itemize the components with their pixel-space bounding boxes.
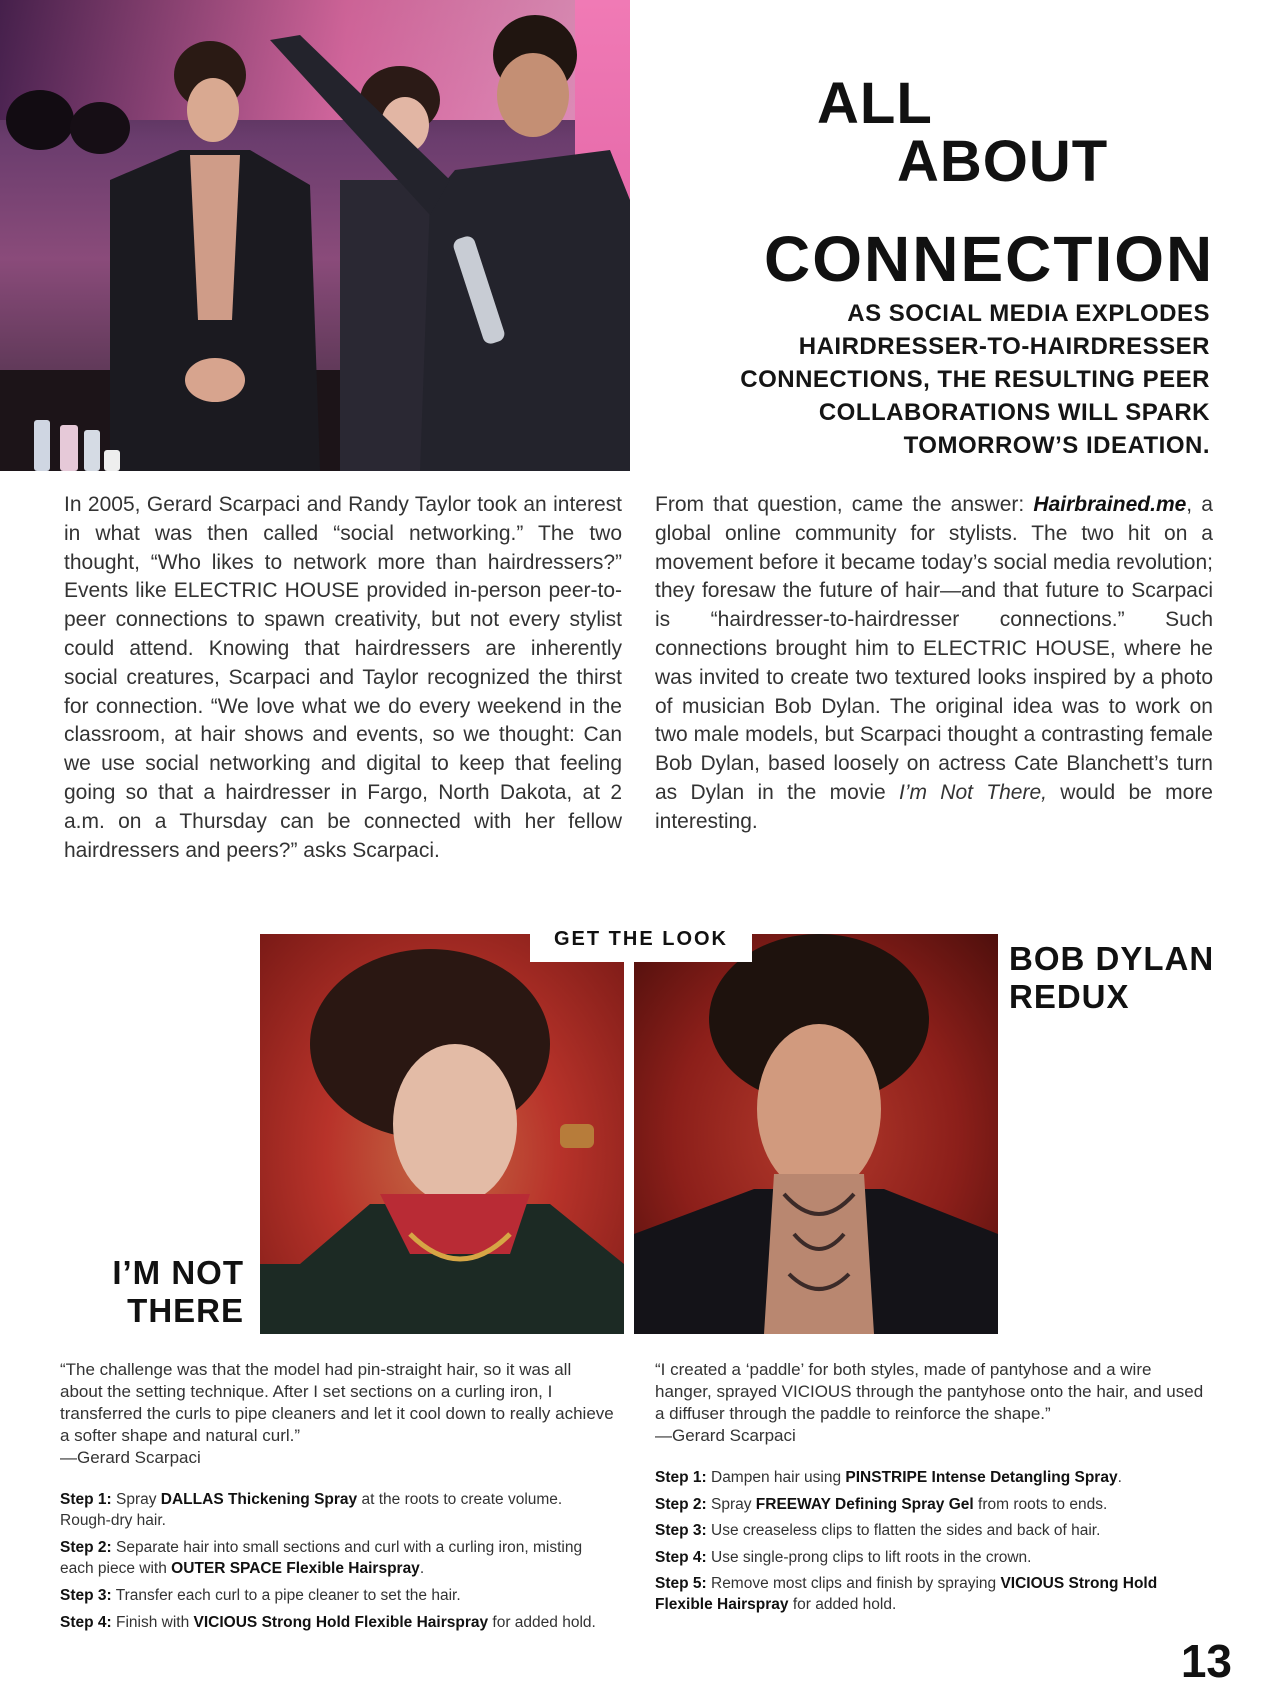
step-text: Use creaseless clips to flatten the sides and back of hair. — [706, 1522, 1101, 1539]
step-text: from roots to ends. — [973, 1495, 1108, 1513]
step-item — [60, 1537, 615, 1579]
subheadline: AS SOCIAL MEDIA EXPLODES HAIRDRESSER-TO-HAIRDRESSER CONNECTIONS, THE RESULTING PEER COLLABORATIONS WILL SPARK TOMORROW’S IDEATION. — [740, 300, 1210, 459]
quote-attribution: —Gerard Scarpaci — [60, 1448, 201, 1467]
stage-figures — [0, 0, 630, 471]
step-label: Step 1: — [655, 1469, 707, 1486]
step-product: DALLAS Thickening Spray — [160, 1491, 358, 1508]
step-text: at the roots to create volume. Rough-dry hair. — [60, 1491, 563, 1529]
step-text: Dampen hair using — [706, 1469, 846, 1486]
step-text: . — [1117, 1469, 1122, 1486]
step-text: . — [419, 1560, 425, 1577]
step-label: Step 5: — [655, 1575, 707, 1592]
step-text: Finish with — [111, 1614, 194, 1631]
step-item — [60, 1612, 615, 1633]
article-right-intro: From that question, came the answer: — [655, 493, 1034, 516]
portrait-im-not-there — [260, 934, 624, 1334]
article-right-column — [655, 491, 1213, 837]
step-item — [655, 1494, 1210, 1515]
step-product: OUTER SPACE Flexible Hairspray — [171, 1560, 420, 1577]
step-text: Separate hair into small sections and curl with a curling iron, misting each piece with — [60, 1539, 583, 1577]
step-text: Transfer each curl to a pipe cleaner to set the hair. — [111, 1587, 461, 1604]
step-label: Step 1: — [60, 1491, 112, 1508]
step-label: Step 4: — [655, 1548, 707, 1566]
step-text: Remove most clips and finish by spraying — [706, 1575, 1001, 1592]
woman-figure — [260, 934, 624, 1334]
step-text: for added hold. — [788, 1596, 897, 1613]
step-label: Step 3: — [60, 1587, 112, 1604]
headline-line-3: CONNECTION — [764, 223, 1215, 295]
look-title-line: BOB DYLAN — [1009, 940, 1215, 977]
step-label: Step 3: — [655, 1522, 707, 1539]
step-product: VICIOUS Strong Hold Flexible Hairspray — [193, 1614, 489, 1631]
step-label: Step 4: — [60, 1614, 112, 1631]
get-the-look-label: GET THE LOOK — [554, 928, 728, 950]
step-text: for added hold. — [488, 1614, 596, 1631]
man-figure — [634, 934, 998, 1334]
step-item — [655, 1573, 1210, 1615]
step-item — [60, 1585, 615, 1606]
step-item — [655, 1520, 1210, 1541]
look-title-line: REDUX — [1009, 978, 1130, 1015]
hairbrained-brand: Hairbrained.me — [1033, 493, 1187, 516]
step-product: PINSTRIPE Intense Detangling Spray — [845, 1469, 1118, 1486]
step-item — [655, 1467, 1210, 1488]
look-title-bob-dylan-redux — [1009, 940, 1214, 1016]
portrait-bob-dylan-redux — [634, 934, 998, 1334]
quote-right — [655, 1359, 1210, 1447]
step-label: Step 2: — [60, 1539, 112, 1556]
get-the-look-tab — [530, 922, 752, 962]
step-product: FREEWAY Defining Spray Gel — [755, 1495, 974, 1513]
article-left-column: In 2005, Gerard Scarpaci and Randy Taylor took an interest in what was then called “social networking.” The two thought, “Who likes to network more than hairdressers?” Events like ELECTRIC HOUSE provided in-person peer-to-peer connections to spawn creativity, but not every stylist could attend. Knowing that hairdressers are inherently social creatures, Scarpaci and Taylor recognized the thirst for connection. “We love what we do every weekend in the classroom, at hair shows and events, so we thought: Can we use social networking and digital to keep that feeling going so that a hairdresser in Fargo, North Dakota, at 2 a.m. on a Thursday can be connected with her fellow hairdressers and peers?” asks Scarpaci. — [64, 493, 622, 862]
quote-text: “The challenge was that the model had pin-straight hair, so it was all about the setting technique. After I set sections on a curling iron, I transferred the curls to pipe cleaners and let it cool down to really achieve a softer shape and natural curl.” — [60, 1360, 614, 1445]
look-title-line: THERE — [127, 1292, 244, 1329]
step-label: Step 2: — [655, 1495, 707, 1513]
step-item — [655, 1547, 1210, 1568]
article-right-end: would be more interesting. — [655, 780, 1213, 833]
page-number: 13 — [1180, 1635, 1232, 1687]
look-title-line: I’M NOT — [112, 1254, 244, 1291]
stage-photo — [0, 0, 630, 471]
quote-left — [60, 1359, 615, 1469]
step-text: Spray — [111, 1491, 161, 1508]
article-right-mid: , a global online community for stylists. The two hit on a movement before it became today’s social media revolution; they foresaw the future of hair—and that future to Scarpaci is “hairdresser-to-hairdresser connections.” Such connections brought him to ELECTRIC HOUSE, where he was invited to create two textured looks inspired by a photo of musician Bob Dylan. The original idea was to work on two male models, but Scarpaci thought a contrasting female Bob Dylan, based loosely on actress Cate Blanchett’s turn as Dylan in the movie — [655, 493, 1213, 804]
step-product: VICIOUS Strong Hold Flexible Hairspray — [655, 1575, 1158, 1613]
steps-right — [655, 1467, 1210, 1621]
movie-title: I’m Not There, — [898, 780, 1047, 804]
headline-line-2: ABOUT — [897, 129, 1109, 194]
quote-text: “I created a ‘paddle’ for both styles, made of pantyhose and a wire hanger, sprayed VICIOUS through the pantyhose onto the hair, and used a diffuser through the paddle to reinforce the shape.” — [655, 1360, 1204, 1423]
look-title-im-not-there — [112, 1254, 244, 1330]
quote-attribution: —Gerard Scarpaci — [655, 1426, 796, 1445]
steps-left — [60, 1489, 615, 1639]
headline-line-1: ALL — [817, 71, 933, 136]
step-text: Spray — [706, 1495, 756, 1513]
step-text: Use single-prong clips to lift roots in the crown. — [706, 1548, 1032, 1566]
step-item — [60, 1489, 615, 1531]
